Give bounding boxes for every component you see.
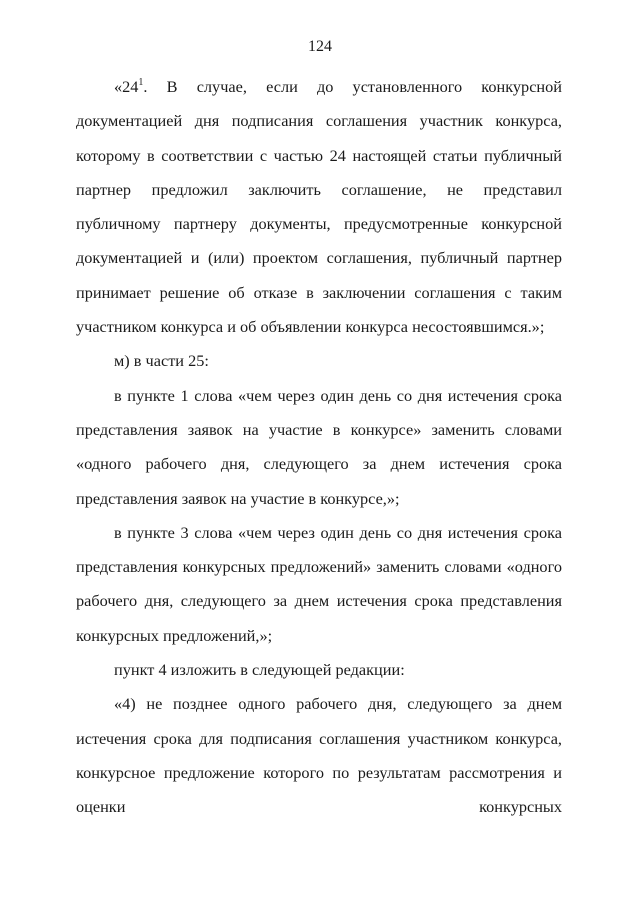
superscript-index: 1 — [138, 76, 144, 88]
document-body — [76, 70, 562, 825]
paragraph-point-1: в пункте 1 слова «чем через один день со дня истечения срока представления заявок на участие в конкурсе» заменить словами «одного рабочего дня, следующего за днем истечения срока представления заявок на участие в конкурсе,»; — [76, 385, 562, 508]
paragraph-prefix: «24 — [114, 77, 139, 96]
paragraph-part-24-1 — [76, 70, 562, 344]
paragraph-point-4-text: «4) не позднее одного рабочего дня, следующего за днем истечения срока для подписания соглашения участником конкурса, конкурсное предложение которого по результатам рассмотрения и оценки конкурсных — [76, 694, 562, 817]
paragraph-item-m: м) в части 25: — [114, 351, 209, 371]
page-number: 124 — [308, 38, 332, 55]
paragraph-point-3: в пункте 3 слова «чем через один день со дня истечения срока представления конкурсных предложений» заменить словами «одного рабочего дня, следующего за днем истечения срока представления конкурсных предложений,»; — [76, 522, 562, 645]
paragraph-text: . В случае, если до установленного конкурсной документацией дня подписания соглашения участник конкурса, которому в соответствии с частью 24 настоящей статьи публичный партнер предложил заключить соглашение, не представил публичному партнеру документы, предусмотренные конкурсной документацией и (или) проектом соглашения, публичный партнер принимает решение об отказе в заключении соглашения с таким участником конкурса и об объявлении конкурса несостоявшимся.»; — [76, 77, 562, 337]
paragraph-point-4-intro: пункт 4 изложить в следующей редакции: — [114, 660, 405, 680]
